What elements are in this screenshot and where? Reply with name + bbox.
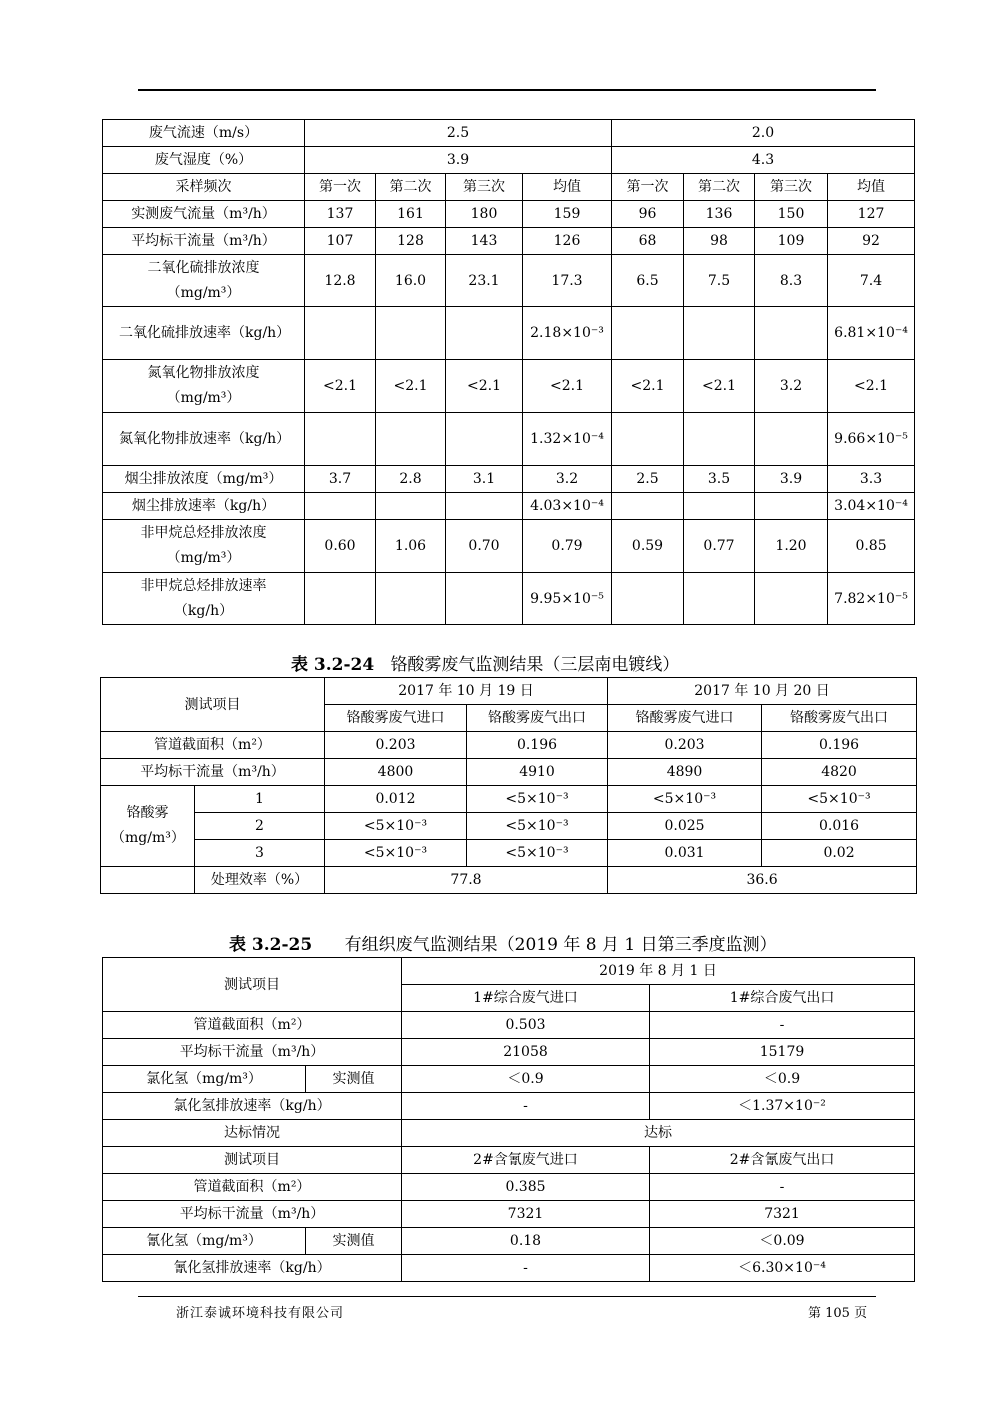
cell: 0.79 <box>523 520 612 573</box>
table-row <box>103 1201 915 1228</box>
col-header: 第二次 <box>376 174 446 201</box>
chromic-acid-mist-table <box>100 677 917 894</box>
header-cell: 铬酸雾废气进口 <box>325 705 467 732</box>
cell <box>755 573 828 625</box>
cell <box>305 573 376 625</box>
cell <box>446 307 523 360</box>
cell: 7.82×10⁻⁵ <box>828 573 915 625</box>
cell: 96 <box>612 201 684 228</box>
cell: 8.3 <box>755 255 828 307</box>
table-row <box>103 174 915 201</box>
cell: <5×10⁻³ <box>467 813 608 840</box>
cell <box>612 573 684 625</box>
cell: 4800 <box>325 759 467 786</box>
header-cell: 1#综合废气出口 <box>650 985 915 1012</box>
header-cell: 测试项目 <box>101 678 325 732</box>
table-row <box>103 307 915 360</box>
cell: 107 <box>305 228 376 255</box>
organized-exhaust-table <box>102 957 915 1282</box>
table-row <box>103 1039 915 1066</box>
cell <box>305 307 376 360</box>
cell: 3.9 <box>755 466 828 493</box>
cell: 1.32×10⁻⁴ <box>523 413 612 466</box>
row-label: 铬酸雾（mg/m³） <box>101 786 195 867</box>
cell: 92 <box>828 228 915 255</box>
cell: 3 <box>195 840 325 867</box>
row-label: 烟尘排放速率（kg/h） <box>103 493 305 520</box>
cell: 2.0 <box>612 120 915 147</box>
cell: ＜0.9 <box>650 1066 915 1093</box>
cell: - <box>402 1093 650 1120</box>
cell <box>684 493 755 520</box>
caption-number: 表 3.2-24 <box>291 655 375 675</box>
cell: 23.1 <box>446 255 523 307</box>
table-row <box>101 678 917 705</box>
cell: <5×10⁻³ <box>762 786 917 813</box>
cell: 21058 <box>402 1039 650 1066</box>
cell <box>376 573 446 625</box>
row-label: 平均标干流量（m³/h） <box>101 759 325 786</box>
cell: 3.1 <box>446 466 523 493</box>
cell: 3.2 <box>755 360 828 413</box>
cell: 0.203 <box>608 732 762 759</box>
cell: 12.8 <box>305 255 376 307</box>
cell: - <box>402 1255 650 1282</box>
cell: 0.025 <box>608 813 762 840</box>
footer-company: 浙江泰诚环境科技有限公司 <box>176 1306 345 1321</box>
cell: 3.04×10⁻⁴ <box>828 493 915 520</box>
row-label: 烟尘排放浓度（mg/m³） <box>103 466 305 493</box>
cell: 9.95×10⁻⁵ <box>523 573 612 625</box>
cell: 180 <box>446 201 523 228</box>
cell: 4890 <box>608 759 762 786</box>
header-cell: 2#含氰废气出口 <box>650 1147 915 1174</box>
cell: 9.66×10⁻⁵ <box>828 413 915 466</box>
cell: 1.06 <box>376 520 446 573</box>
row-sublabel: 实测值 <box>306 1066 402 1093</box>
table-row <box>103 520 915 573</box>
cell: 0.385 <box>402 1174 650 1201</box>
row-label: 非甲烷总烃排放浓度（mg/m³） <box>103 520 305 573</box>
table-caption <box>229 930 777 955</box>
cell: 1.20 <box>755 520 828 573</box>
table-row <box>103 1066 915 1093</box>
row-label: 管道截面积（m²） <box>103 1012 402 1039</box>
cell <box>446 493 523 520</box>
cell: 2.5 <box>305 120 612 147</box>
cell: 0.60 <box>305 520 376 573</box>
cell: <5×10⁻³ <box>325 840 467 867</box>
cell: 0.59 <box>612 520 684 573</box>
cell <box>612 413 684 466</box>
cell: 3.9 <box>305 147 612 174</box>
cell <box>376 307 446 360</box>
cell <box>446 413 523 466</box>
cell: ＜6.30×10⁻⁴ <box>650 1255 915 1282</box>
table-row <box>103 201 915 228</box>
table-row <box>103 958 915 985</box>
cell: <2.1 <box>376 360 446 413</box>
cell: 161 <box>376 201 446 228</box>
cell: <2.1 <box>828 360 915 413</box>
table-row <box>103 413 915 466</box>
cell: 15179 <box>650 1039 915 1066</box>
table-row <box>103 1228 915 1255</box>
cell: 0.196 <box>762 732 917 759</box>
cell: 3.7 <box>305 466 376 493</box>
cell: 150 <box>755 201 828 228</box>
cell: 4820 <box>762 759 917 786</box>
col-header: 第三次 <box>755 174 828 201</box>
cell: 4.03×10⁻⁴ <box>523 493 612 520</box>
row-label: 氰化氢（mg/m³） <box>103 1228 306 1255</box>
row-label: 氰化氢排放速率（kg/h） <box>103 1255 402 1282</box>
caption-title: 铬酸雾废气监测结果（三层南电镀线） <box>390 655 680 675</box>
col-header: 第一次 <box>612 174 684 201</box>
cell: - <box>650 1174 915 1201</box>
table-row <box>103 360 915 413</box>
caption-number: 表 3.2-25 <box>229 935 313 955</box>
cell <box>446 573 523 625</box>
row-label: 采样频次 <box>103 174 305 201</box>
cell: ＜0.09 <box>650 1228 915 1255</box>
header-cell: 2017 年 10 月 20 日 <box>608 678 917 705</box>
cell: 达标 <box>402 1120 915 1147</box>
cell: 2 <box>195 813 325 840</box>
cell: ＜0.9 <box>402 1066 650 1093</box>
col-header: 均值 <box>523 174 612 201</box>
cell: 126 <box>523 228 612 255</box>
cell: <2.1 <box>523 360 612 413</box>
cell: 2.8 <box>376 466 446 493</box>
header-cell: 2#含氰废气进口 <box>402 1147 650 1174</box>
col-header: 第一次 <box>305 174 376 201</box>
cell: 3.3 <box>828 466 915 493</box>
row-label: 管道截面积（m²） <box>103 1174 402 1201</box>
cell: 127 <box>828 201 915 228</box>
row-label: 氯化氢（mg/m³） <box>103 1066 306 1093</box>
cell: <2.1 <box>446 360 523 413</box>
header-cell: 测试项目 <box>103 1147 402 1174</box>
cell <box>684 413 755 466</box>
cell: 17.3 <box>523 255 612 307</box>
cell: 0.203 <box>325 732 467 759</box>
cell: 3.2 <box>523 466 612 493</box>
cell: 137 <box>305 201 376 228</box>
table-row <box>101 732 917 759</box>
cell <box>305 493 376 520</box>
table-row <box>103 1174 915 1201</box>
table-row <box>103 1255 915 1282</box>
row-label: 处理效率（%） <box>195 867 325 894</box>
cell: <5×10⁻³ <box>608 786 762 813</box>
cell: 0.85 <box>828 520 915 573</box>
table-caption <box>291 650 679 675</box>
cell: 0.02 <box>762 840 917 867</box>
row-label: 二氧化硫排放浓度（mg/m³） <box>103 255 305 307</box>
cell: 0.196 <box>467 732 608 759</box>
cell: 7.4 <box>828 255 915 307</box>
cell <box>684 573 755 625</box>
cell: 7321 <box>650 1201 915 1228</box>
cell <box>755 413 828 466</box>
table-row <box>103 493 915 520</box>
cell: <2.1 <box>612 360 684 413</box>
footer-rule <box>138 1296 876 1297</box>
row-sublabel: 实测值 <box>306 1228 402 1255</box>
table-row <box>103 120 915 147</box>
row-label: 二氧化硫排放速率（kg/h） <box>103 307 305 360</box>
table-row <box>103 1120 915 1147</box>
header-rule <box>138 89 876 91</box>
header-cell: 2017 年 10 月 19 日 <box>325 678 608 705</box>
cell: ＜1.37×10⁻² <box>650 1093 915 1120</box>
header-cell: 铬酸雾废气进口 <box>608 705 762 732</box>
cell: 136 <box>684 201 755 228</box>
cell: 0.503 <box>402 1012 650 1039</box>
row-label: 达标情况 <box>103 1120 402 1147</box>
row-label: 非甲烷总烃排放速率（kg/h） <box>103 573 305 625</box>
cell: 4910 <box>467 759 608 786</box>
cell <box>684 307 755 360</box>
cell: <2.1 <box>305 360 376 413</box>
row-label: 管道截面积（m²） <box>101 732 325 759</box>
cell: 4.3 <box>612 147 915 174</box>
table-row <box>103 466 915 493</box>
cell: <2.1 <box>684 360 755 413</box>
cell: 98 <box>684 228 755 255</box>
col-header: 均值 <box>828 174 915 201</box>
cell: 0.012 <box>325 786 467 813</box>
row-label: 废气流速（m/s） <box>103 120 305 147</box>
cell: 68 <box>612 228 684 255</box>
cell: 159 <box>523 201 612 228</box>
row-label: 氮氧化物排放速率（kg/h） <box>103 413 305 466</box>
row-label: 平均标干流量（m³/h） <box>103 228 305 255</box>
header-cell: 1#综合废气进口 <box>402 985 650 1012</box>
cell: 109 <box>755 228 828 255</box>
cell <box>755 307 828 360</box>
table-row <box>103 1012 915 1039</box>
cell: 0.031 <box>608 840 762 867</box>
header-cell: 2019 年 8 月 1 日 <box>402 958 915 985</box>
table-row <box>101 867 917 894</box>
row-label: 废气湿度（%） <box>103 147 305 174</box>
header-cell: 测试项目 <box>103 958 402 1012</box>
cell: 0.18 <box>402 1228 650 1255</box>
cell: 16.0 <box>376 255 446 307</box>
cell: 7.5 <box>684 255 755 307</box>
cell: 36.6 <box>608 867 917 894</box>
cell <box>376 493 446 520</box>
table-row <box>103 1093 915 1120</box>
cell: 77.8 <box>325 867 608 894</box>
cell <box>376 413 446 466</box>
table-row <box>103 255 915 307</box>
caption-title: 有组织废气监测结果（2019 年 8 月 1 日第三季度监测） <box>344 935 777 955</box>
cell: 2.5 <box>612 466 684 493</box>
cell <box>305 413 376 466</box>
cell: 0.77 <box>684 520 755 573</box>
row-label: 氮氧化物排放浓度（mg/m³） <box>103 360 305 413</box>
col-header: 第三次 <box>446 174 523 201</box>
table-row <box>101 840 917 867</box>
cell: <5×10⁻³ <box>325 813 467 840</box>
cell: 3.5 <box>684 466 755 493</box>
footer-page-number: 第 105 页 <box>808 1306 868 1321</box>
row-label: 氯化氢排放速率（kg/h） <box>103 1093 402 1120</box>
cell <box>612 493 684 520</box>
table-row <box>103 228 915 255</box>
cell: 6.5 <box>612 255 684 307</box>
table-row <box>101 759 917 786</box>
row-label: 实测废气流量（m³/h） <box>103 201 305 228</box>
row-label: 平均标干流量（m³/h） <box>103 1201 402 1228</box>
cell: 6.81×10⁻⁴ <box>828 307 915 360</box>
table-row <box>101 786 917 813</box>
cell: 128 <box>376 228 446 255</box>
col-header: 第二次 <box>684 174 755 201</box>
cell: <5×10⁻³ <box>467 840 608 867</box>
cell: 143 <box>446 228 523 255</box>
table-row <box>103 573 915 625</box>
cell <box>755 493 828 520</box>
cell: 7321 <box>402 1201 650 1228</box>
cell: - <box>650 1012 915 1039</box>
cell: 0.70 <box>446 520 523 573</box>
cell <box>612 307 684 360</box>
table-row <box>101 813 917 840</box>
header-cell: 铬酸雾废气出口 <box>762 705 917 732</box>
cell: 2.18×10⁻³ <box>523 307 612 360</box>
row-label: 平均标干流量（m³/h） <box>103 1039 402 1066</box>
cell: 1 <box>195 786 325 813</box>
cell: <5×10⁻³ <box>467 786 608 813</box>
table-row <box>103 147 915 174</box>
cell: 0.016 <box>762 813 917 840</box>
table-row <box>103 1147 915 1174</box>
header-cell: 铬酸雾废气出口 <box>467 705 608 732</box>
exhaust-monitoring-table-continued <box>102 119 915 625</box>
